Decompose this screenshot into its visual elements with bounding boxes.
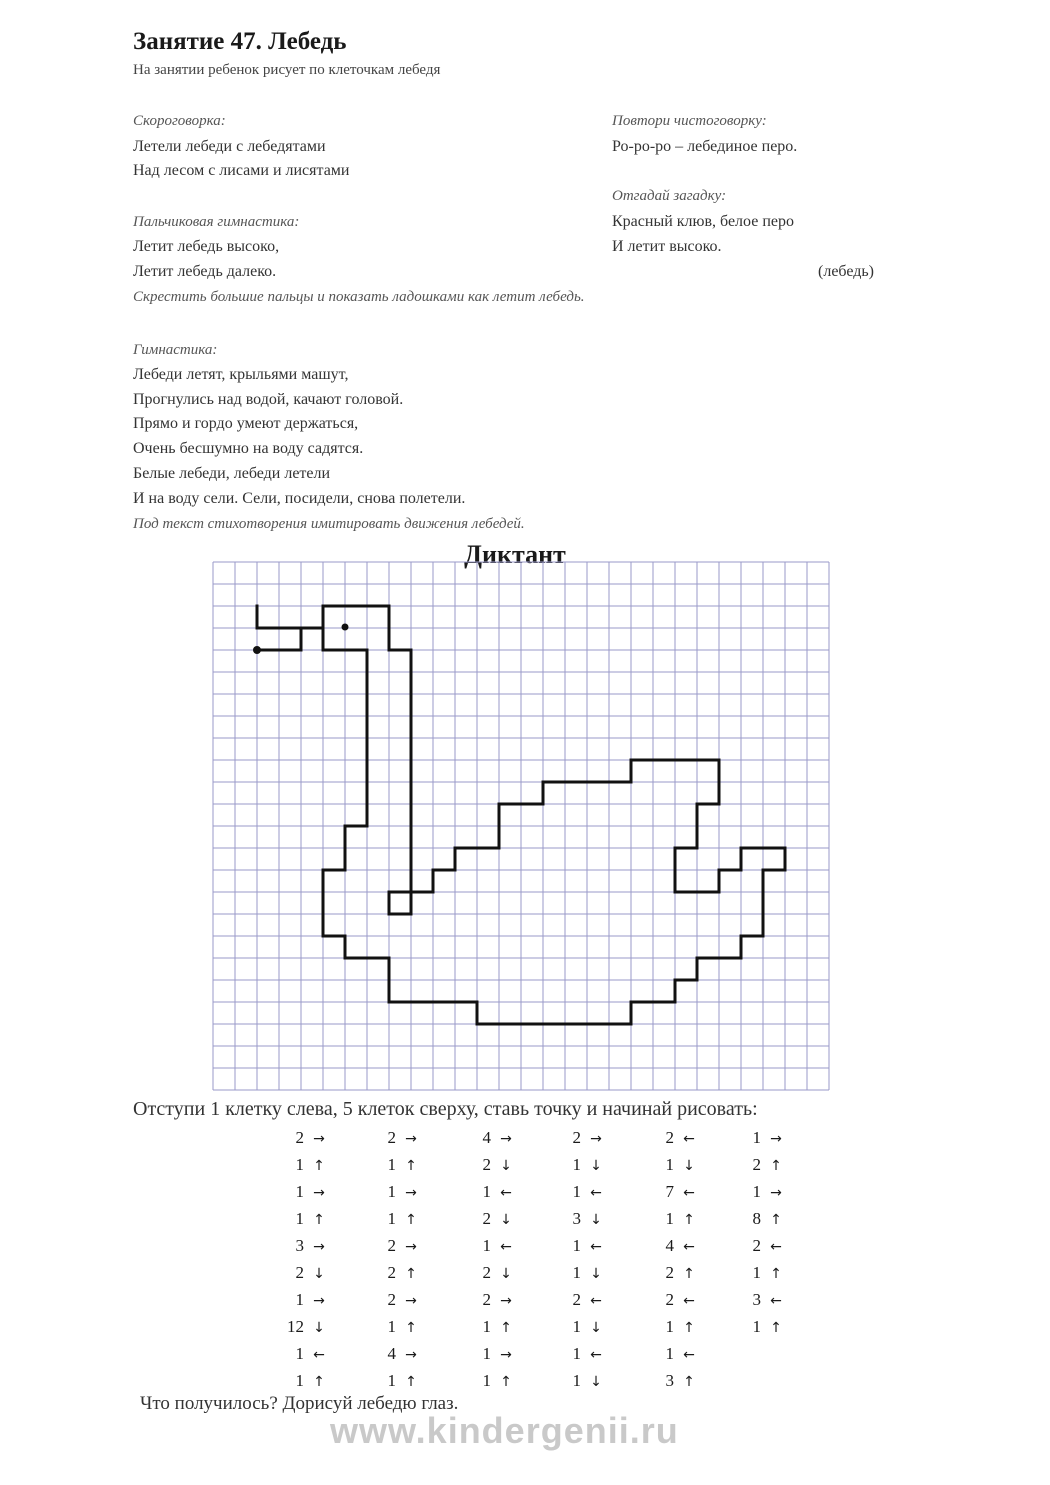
step-count: 1 — [387, 1209, 396, 1228]
dictation-step — [278, 1155, 334, 1175]
step-arrow-icon: ← — [683, 1293, 695, 1309]
step-count: 1 — [295, 1371, 304, 1390]
dictation-step — [648, 1290, 704, 1310]
dictation-step — [465, 1182, 521, 1202]
step-arrow-icon: → — [405, 1239, 417, 1255]
step-arrow-icon: → — [405, 1347, 417, 1363]
dictation-step — [648, 1344, 704, 1364]
dictation-step — [555, 1128, 611, 1148]
step-arrow-icon: ← — [590, 1347, 602, 1363]
step-arrow-icon: ← — [313, 1347, 325, 1363]
final-question: Что получилось? Дорисуй лебедю глаз. — [140, 1393, 459, 1414]
step-arrow-icon: ← — [500, 1239, 512, 1255]
tongue-twister-label: Скороговорка: — [133, 113, 226, 129]
dictation-step — [465, 1317, 521, 1337]
step-count: 1 — [572, 1236, 581, 1255]
step-count: 3 — [572, 1209, 581, 1228]
step-count: 2 — [482, 1155, 491, 1174]
step-arrow-icon: ← — [500, 1185, 512, 1201]
step-count: 2 — [665, 1263, 674, 1282]
dictation-step — [465, 1128, 521, 1148]
step-count: 4 — [482, 1128, 491, 1147]
step-count: 1 — [387, 1182, 396, 1201]
dictation-step — [735, 1263, 791, 1283]
step-count: 1 — [572, 1155, 581, 1174]
start-point — [253, 646, 261, 654]
step-arrow-icon: ↑ — [405, 1266, 417, 1282]
dictation-step — [555, 1236, 611, 1256]
step-arrow-icon: ↑ — [405, 1374, 417, 1390]
step-count: 2 — [482, 1290, 491, 1309]
step-count: 2 — [387, 1236, 396, 1255]
step-count: 1 — [387, 1155, 396, 1174]
dictation-step — [370, 1263, 426, 1283]
step-arrow-icon: ↑ — [770, 1320, 782, 1336]
dictation-step — [648, 1317, 704, 1337]
step-arrow-icon: → — [770, 1185, 782, 1201]
step-count: 3 — [665, 1371, 674, 1390]
gymnastics-line-1: Лебеди летят, крыльями машут, — [133, 366, 349, 383]
step-count: 1 — [665, 1155, 674, 1174]
lesson-title: Занятие 47. Лебедь — [133, 28, 347, 55]
step-arrow-icon: → — [500, 1293, 512, 1309]
step-arrow-icon: ↓ — [500, 1266, 512, 1282]
step-arrow-icon: ← — [590, 1293, 602, 1309]
step-count: 2 — [387, 1128, 396, 1147]
step-arrow-icon: ↑ — [313, 1374, 325, 1390]
finger-gym-instruction: Скрестить большие пальцы и показать ладошками как летит лебедь. — [133, 289, 585, 305]
dictation-step — [465, 1155, 521, 1175]
tongue-twister-line-2: Над лесом с лисами и лисятами — [133, 162, 350, 179]
dictation-step — [555, 1182, 611, 1202]
step-arrow-icon: ↓ — [313, 1320, 325, 1336]
step-arrow-icon: → — [405, 1293, 417, 1309]
step-arrow-icon: → — [313, 1131, 325, 1147]
dictation-step — [648, 1236, 704, 1256]
step-count: 2 — [482, 1209, 491, 1228]
finger-gym-line-2: Летит лебедь далеко. — [133, 263, 277, 280]
dictation-step — [278, 1209, 334, 1229]
dictation-step — [648, 1155, 704, 1175]
dictation-step — [555, 1290, 611, 1310]
step-count: 1 — [572, 1371, 581, 1390]
gymnastics-line-5: Белые лебеди, лебеди летели — [133, 465, 331, 482]
dictation-step — [465, 1290, 521, 1310]
dictation-step — [648, 1371, 704, 1391]
step-arrow-icon: → — [590, 1131, 602, 1147]
dictation-step — [555, 1263, 611, 1283]
step-arrow-icon: → — [500, 1347, 512, 1363]
dictation-step — [278, 1182, 334, 1202]
step-count: 1 — [572, 1344, 581, 1363]
step-count: 2 — [387, 1290, 396, 1309]
step-arrow-icon: → — [500, 1131, 512, 1147]
step-count: 2 — [295, 1263, 304, 1282]
step-count: 2 — [752, 1236, 761, 1255]
dictation-step — [465, 1263, 521, 1283]
step-arrow-icon: ↓ — [500, 1158, 512, 1174]
finger-gym-line-1: Летит лебедь высоко, — [133, 238, 280, 255]
step-arrow-icon: ↑ — [683, 1266, 695, 1282]
dictation-step — [555, 1317, 611, 1337]
step-count: 2 — [295, 1128, 304, 1147]
gymnastics-line-3: Прямо и гордо умеют держаться, — [133, 415, 359, 432]
step-arrow-icon: ↑ — [405, 1212, 417, 1228]
step-arrow-icon: ↓ — [590, 1320, 602, 1336]
dictation-step — [735, 1290, 791, 1310]
step-arrow-icon: ← — [683, 1347, 695, 1363]
dictation-step — [555, 1209, 611, 1229]
dictation-step — [735, 1155, 791, 1175]
step-count: 1 — [482, 1182, 491, 1201]
dictation-instruction: Отступи 1 клетку слева, 5 клеток сверху, ставь точку и начинай рисовать: — [133, 1098, 758, 1120]
dictation-step — [278, 1344, 334, 1364]
step-arrow-icon: ← — [770, 1293, 782, 1309]
step-count: 1 — [752, 1182, 761, 1201]
dictation-step — [735, 1128, 791, 1148]
dictation-step — [370, 1371, 426, 1391]
dictation-step — [648, 1128, 704, 1148]
step-count: 8 — [752, 1209, 761, 1228]
dictation-step — [555, 1344, 611, 1364]
step-count: 1 — [572, 1182, 581, 1201]
dictation-step — [735, 1236, 791, 1256]
step-arrow-icon: ↓ — [590, 1158, 602, 1174]
step-arrow-icon: → — [313, 1185, 325, 1201]
step-arrow-icon: → — [313, 1239, 325, 1255]
gymnastics-instruction: Под текст стихотворения имитировать движения лебедей. — [133, 516, 525, 532]
step-arrow-icon: ↓ — [590, 1374, 602, 1390]
lesson-subtitle: На занятии ребенок рисует по клеточкам лебедя — [133, 62, 441, 78]
step-arrow-icon: ↑ — [405, 1158, 417, 1174]
dictation-step — [370, 1182, 426, 1202]
step-count: 3 — [752, 1290, 761, 1309]
step-count: 7 — [665, 1182, 674, 1201]
swan-eye — [342, 624, 349, 631]
step-count: 1 — [387, 1371, 396, 1390]
gymnastics-line-6: И на воду сели. Сели, посидели, снова полетели. — [133, 490, 466, 507]
dictation-step — [278, 1128, 334, 1148]
riddle-label: Отгадай загадку: — [612, 188, 727, 204]
step-arrow-icon: ↓ — [590, 1266, 602, 1282]
gymnastics-label: Гимнастика: — [133, 342, 218, 358]
dictation-step — [278, 1290, 334, 1310]
dictation-step — [465, 1209, 521, 1229]
step-count: 1 — [572, 1317, 581, 1336]
dictation-step — [370, 1290, 426, 1310]
dictation-step — [370, 1128, 426, 1148]
dictation-step — [648, 1209, 704, 1229]
repeat-phrase-text: Ро-ро-ро – лебединое перо. — [612, 138, 798, 155]
step-count: 2 — [752, 1155, 761, 1174]
gymnastics-line-4: Очень бесшумно на воду садятся. — [133, 440, 364, 457]
dictation-step — [278, 1236, 334, 1256]
step-arrow-icon: → — [313, 1293, 325, 1309]
step-count: 1 — [295, 1155, 304, 1174]
step-arrow-icon: ↓ — [683, 1158, 695, 1174]
step-arrow-icon: ← — [683, 1131, 695, 1147]
step-count: 1 — [295, 1209, 304, 1228]
dictation-step — [555, 1155, 611, 1175]
dictation-step — [648, 1263, 704, 1283]
step-count: 1 — [295, 1290, 304, 1309]
step-count: 2 — [387, 1263, 396, 1282]
step-count: 2 — [482, 1263, 491, 1282]
step-count: 2 — [665, 1290, 674, 1309]
dictation-title: Диктант — [464, 540, 566, 569]
step-count: 2 — [572, 1128, 581, 1147]
step-arrow-icon: → — [405, 1185, 417, 1201]
dictation-step — [465, 1371, 521, 1391]
step-arrow-icon: ↑ — [770, 1266, 782, 1282]
step-count: 1 — [752, 1128, 761, 1147]
step-arrow-icon: ↑ — [313, 1158, 325, 1174]
dictation-step — [370, 1236, 426, 1256]
riddle-line-2: И летит высоко. — [612, 238, 722, 255]
step-count: 4 — [665, 1236, 674, 1255]
finger-gym-label: Пальчиковая гимнастика: — [133, 214, 300, 230]
step-arrow-icon: ↑ — [683, 1212, 695, 1228]
step-count: 12 — [287, 1317, 304, 1336]
step-count: 1 — [752, 1317, 761, 1336]
step-count: 3 — [295, 1236, 304, 1255]
step-arrow-icon: ↓ — [313, 1266, 325, 1282]
step-arrow-icon: ↑ — [500, 1374, 512, 1390]
step-count: 1 — [665, 1344, 674, 1363]
dictation-step — [370, 1317, 426, 1337]
dictation-step — [648, 1182, 704, 1202]
step-arrow-icon: ↑ — [770, 1212, 782, 1228]
step-count: 2 — [572, 1290, 581, 1309]
riddle-line-1: Красный клюв, белое перо — [612, 213, 794, 230]
step-arrow-icon: ← — [683, 1239, 695, 1255]
step-arrow-icon: ← — [590, 1239, 602, 1255]
step-arrow-icon: ↓ — [500, 1212, 512, 1228]
dictation-step — [465, 1344, 521, 1364]
step-count: 1 — [482, 1344, 491, 1363]
step-count: 1 — [752, 1263, 761, 1282]
step-count: 1 — [482, 1236, 491, 1255]
dictation-step — [465, 1236, 521, 1256]
dictation-step — [555, 1371, 611, 1391]
gymnastics-line-2: Прогнулись над водой, качают головой. — [133, 391, 404, 408]
step-arrow-icon: ← — [683, 1185, 695, 1201]
step-count: 1 — [482, 1317, 491, 1336]
step-arrow-icon: ↑ — [313, 1212, 325, 1228]
dictation-step — [370, 1155, 426, 1175]
dictation-step — [735, 1317, 791, 1337]
step-arrow-icon: → — [405, 1131, 417, 1147]
step-count: 1 — [482, 1371, 491, 1390]
riddle-answer: (лебедь) — [818, 263, 874, 280]
repeat-phrase-label: Повтори чистоговорку: — [612, 113, 767, 129]
step-arrow-icon: ← — [590, 1185, 602, 1201]
step-count: 1 — [387, 1317, 396, 1336]
step-count: 2 — [665, 1128, 674, 1147]
step-arrow-icon: ↑ — [770, 1158, 782, 1174]
site-watermark: www.kindergenii.ru — [330, 1410, 679, 1451]
step-count: 1 — [295, 1182, 304, 1201]
step-arrow-icon: ↑ — [500, 1320, 512, 1336]
tongue-twister-line-1: Летели лебеди с лебедятами — [133, 138, 326, 155]
dictation-step — [278, 1263, 334, 1283]
dictation-step — [370, 1209, 426, 1229]
step-count: 4 — [387, 1344, 396, 1363]
step-count: 1 — [295, 1344, 304, 1363]
step-arrow-icon: ↑ — [405, 1320, 417, 1336]
dictation-step — [735, 1182, 791, 1202]
dictation-step — [370, 1344, 426, 1364]
dictation-step — [278, 1317, 334, 1337]
dictation-step — [735, 1209, 791, 1229]
step-arrow-icon: → — [770, 1131, 782, 1147]
step-arrow-icon: ← — [770, 1239, 782, 1255]
step-arrow-icon: ↓ — [590, 1212, 602, 1228]
step-count: 1 — [665, 1209, 674, 1228]
step-arrow-icon: ↑ — [683, 1374, 695, 1390]
step-count: 1 — [572, 1263, 581, 1282]
step-count: 1 — [665, 1317, 674, 1336]
step-arrow-icon: ↑ — [683, 1320, 695, 1336]
dictation-step — [278, 1371, 334, 1391]
